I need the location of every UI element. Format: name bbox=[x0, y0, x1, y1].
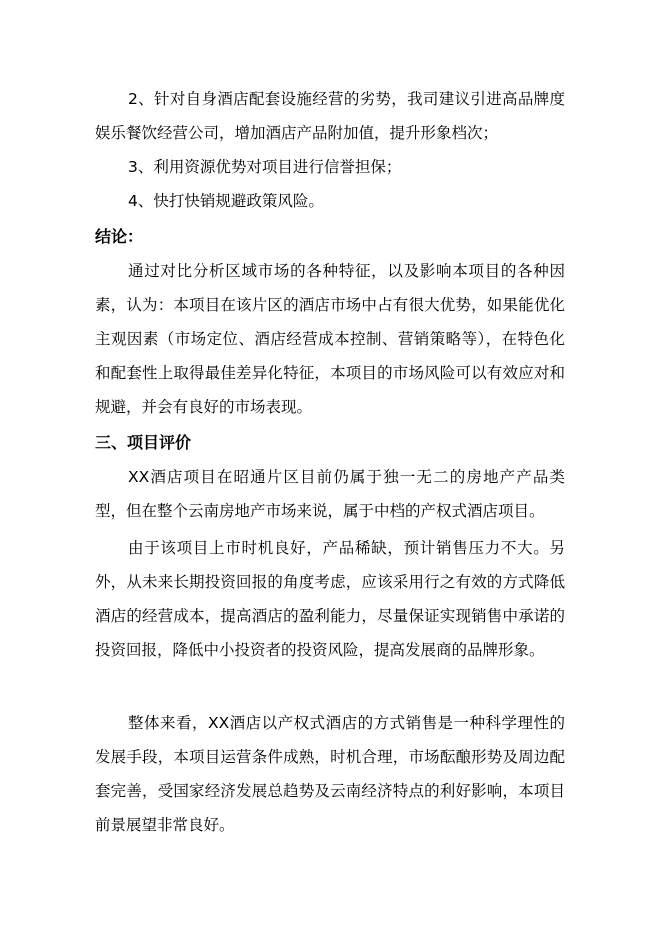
recommendation-item-2: 2、针对自身酒店配套设施经营的劣势，我司建议引进高品牌度娱乐餐饮经营公司，增加酒店产品附加值，提升形象档次； bbox=[95, 90, 565, 142]
evaluation-paragraph-3: 整体来看，XX酒店以产权式酒店的方式销售是一种科学理性的发展手段，本项目运营条件成熟，时机合理，市场酝酿形势及周边配套完善，受国家经济发展总趋势及云南经济特点的利好影响，本项目前景展望非常良好。 bbox=[95, 714, 565, 834]
evaluation-paragraph-1: XX酒店项目在昭通片区目前仍属于独一无二的房地产产品类型，但在整个云南房地产市场来说，属于中档的产权式酒店项目。 bbox=[95, 468, 565, 520]
evaluation-paragraph-2: 由于该项目上市时机良好，产品稀缺，预计销售压力不大。另外，从未来长期投资回报的角度考虑，应该采用行之有效的方式降低酒店的经营成本，提高酒店的盈利能力，尽量保证实现销售中承诺的投资回报，降低中小投资者的投资风险，提高发展商的品牌形象。 bbox=[95, 539, 565, 659]
section-3-heading: 三、项目评价 bbox=[95, 433, 192, 452]
recommendation-item-3: 3、利用资源优势对项目进行信誉担保； bbox=[128, 158, 402, 176]
recommendation-item-4: 4、快打快销规避政策风险。 bbox=[128, 192, 324, 210]
conclusion-paragraph: 通过对比分析区域市场的各种特征，以及影响本项目的各种因素，认为：本项目在该片区的酒店市场中占有很大优势，如果能优化主观因素（市场定位、酒店经营成本控制、营销策略等），在特色化和配套性上取得最佳差异化特征，本项目的市场风险可以有效应对和规避，并会有良好的市场表现。 bbox=[95, 262, 565, 416]
conclusion-heading: 结论： bbox=[95, 227, 144, 246]
